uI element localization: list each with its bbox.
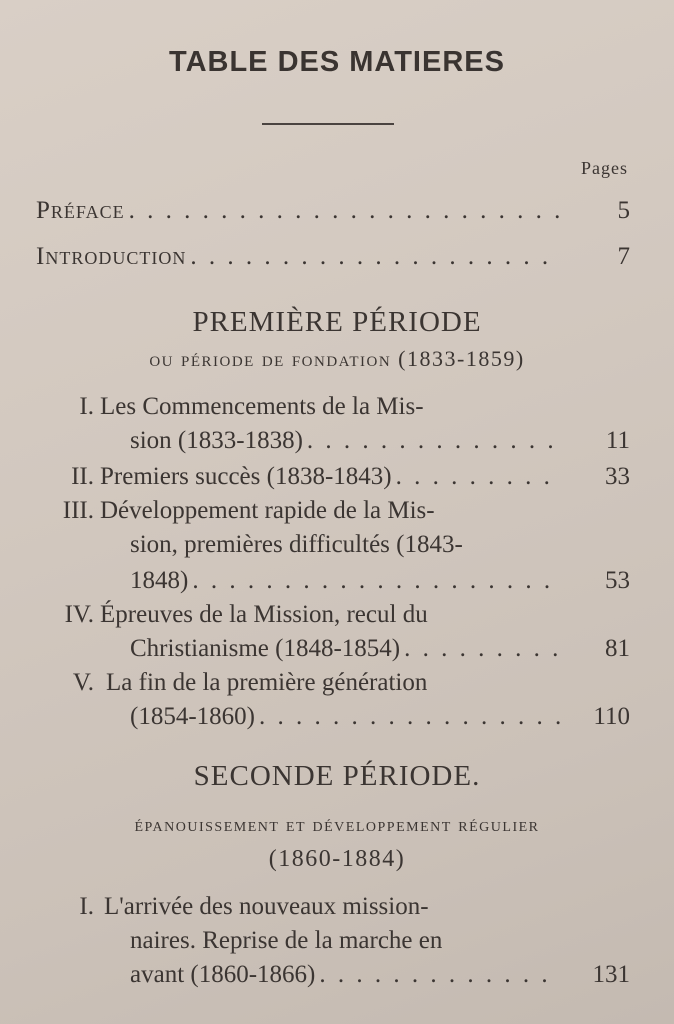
- entry-label: Préface: [36, 197, 125, 224]
- period-title: PREMIÈRE PÉRIODE: [192, 306, 482, 338]
- chapter-title-line: 1848): [130, 567, 189, 594]
- chapter-number: II.: [71, 463, 94, 490]
- leader-dots: [188, 564, 560, 598]
- period-subtitle: ou période de fondation (1833-1859): [149, 346, 525, 371]
- chapter-title-line: La fin de la première génération: [106, 669, 428, 696]
- chapter-title-line: Épreuves de la Mission, recul du: [100, 601, 428, 628]
- chapter-title-line: L'arrivée des nouveaux mission-: [104, 893, 429, 920]
- toc-entry-introduction: [36, 240, 630, 274]
- chapter-title-line: Premiers succès (1838-1843): [100, 463, 392, 490]
- entry-page: 11: [605, 427, 630, 454]
- entry-page: 81: [605, 635, 630, 662]
- period-title: SECONDE PÉRIODE.: [193, 760, 481, 792]
- toc-entry-chapter-last-line: [130, 632, 630, 666]
- entry-page: 110: [593, 703, 630, 730]
- leader-dots: [125, 194, 560, 228]
- leader-dots: [303, 424, 560, 458]
- leader-dots: [255, 700, 560, 734]
- entry-page: 131: [592, 961, 630, 988]
- title-rule: [262, 123, 394, 125]
- chapter-title-line: Christianisme (1848-1854): [130, 635, 401, 662]
- chapter-title-line: Les Commencements de la Mis-: [100, 393, 424, 420]
- toc-entry-preface: [36, 194, 630, 228]
- toc-entry-chapter-last-line: [130, 424, 630, 458]
- leader-dots: [186, 240, 560, 274]
- chapter-title-line: sion, premières difficultés (1843-: [130, 531, 463, 558]
- entry-page: 33: [605, 463, 630, 490]
- page-title: TABLE DES MATIERES: [169, 46, 505, 78]
- entry-label: Introduction: [36, 243, 187, 270]
- leader-dots: [400, 632, 560, 666]
- chapter-title-line: Développement rapide de la Mis-: [100, 497, 435, 524]
- period-dates: (1860-1884): [268, 846, 406, 872]
- chapter-title-line: sion (1833-1838): [130, 427, 303, 454]
- toc-entry-chapter-last-line: [130, 700, 630, 734]
- chapter-number: IV.: [64, 601, 94, 628]
- leader-dots: [315, 958, 560, 992]
- pages-column-header: Pages: [581, 158, 628, 178]
- leader-dots: [392, 460, 560, 494]
- entry-page: 5: [617, 197, 630, 224]
- period-subtitle: épanouissement et développement régulier: [134, 814, 540, 836]
- toc-entry-chapter-last-line: [130, 564, 630, 598]
- chapter-title-line: avant (1860-1866): [130, 961, 316, 988]
- chapter-number: III.: [62, 497, 94, 524]
- chapter-number: I.: [79, 393, 94, 420]
- chapter-number: I.: [79, 893, 94, 920]
- chapter-title-line: naires. Reprise de la marche en: [130, 927, 443, 954]
- toc-entry-chapter: [30, 460, 630, 494]
- entry-page: 53: [605, 567, 630, 594]
- chapter-title-line: (1854-1860): [130, 703, 255, 730]
- entry-page: 7: [617, 243, 630, 270]
- chapter-number: V.: [72, 669, 94, 696]
- toc-entry-chapter-last-line: [130, 958, 630, 992]
